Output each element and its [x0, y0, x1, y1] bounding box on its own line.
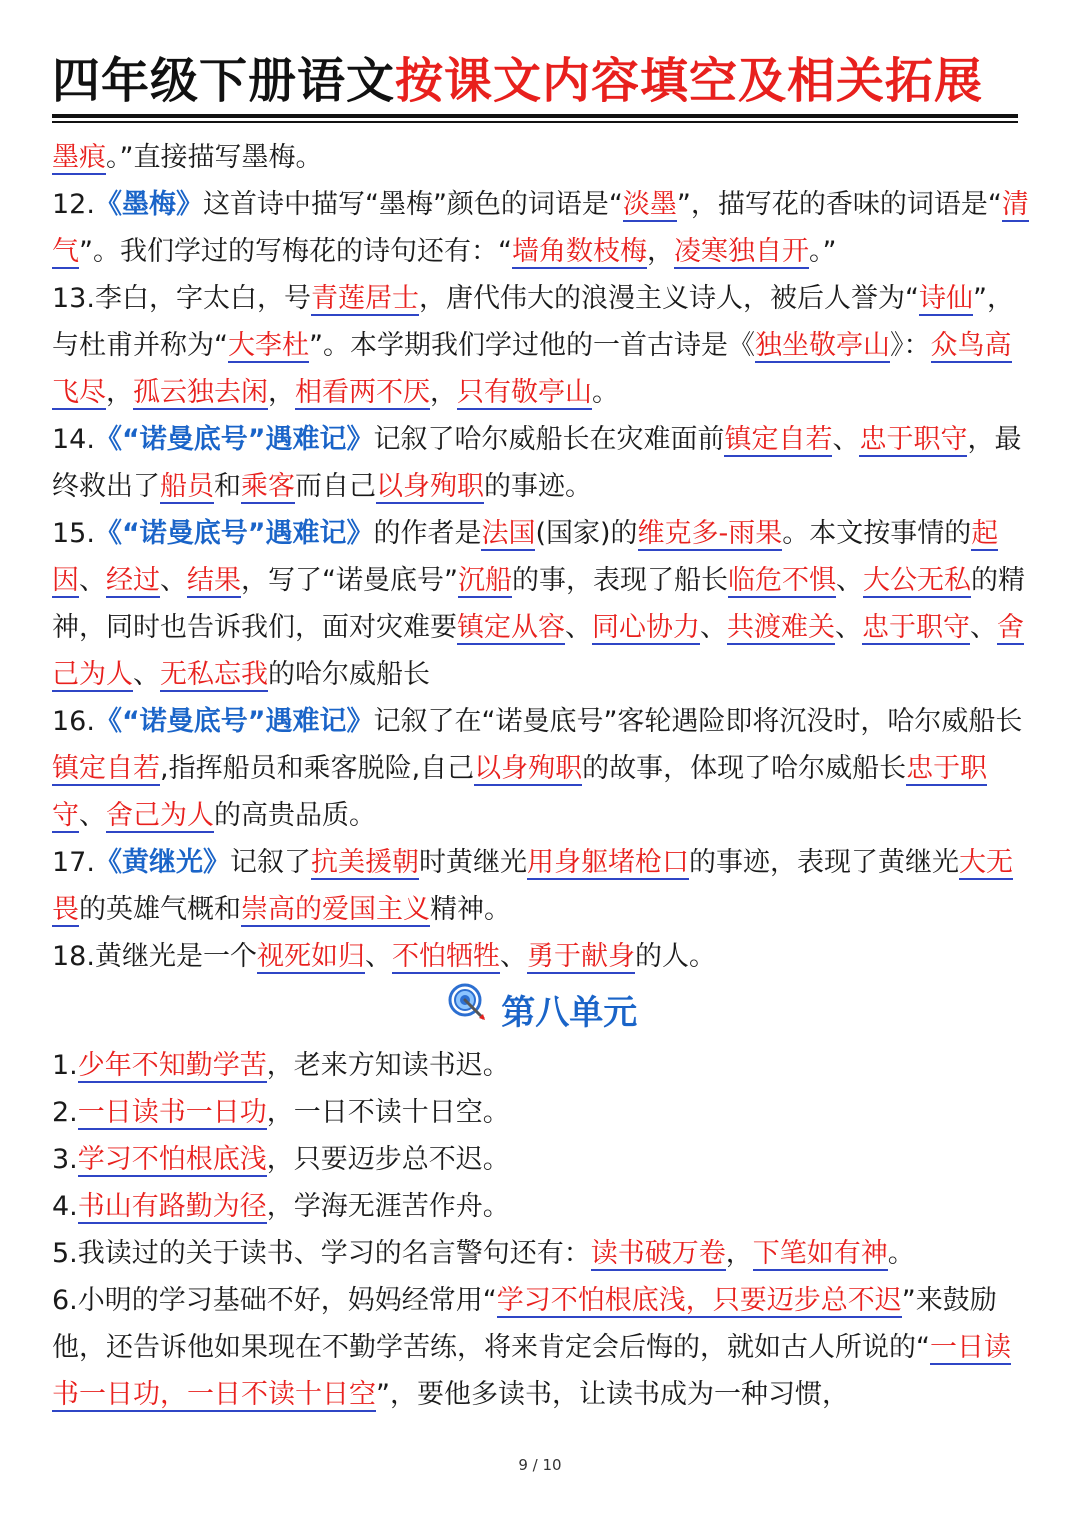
answer: 勇于献身	[526, 941, 635, 972]
answer: 大公无私	[862, 565, 971, 596]
text: 、	[970, 612, 997, 643]
item-17	[52, 839, 1032, 933]
item-18	[52, 933, 1032, 980]
text: 、	[499, 941, 527, 972]
answer: 诗仙	[918, 283, 973, 314]
unit-item-6	[52, 1277, 1032, 1418]
lesson-title: 《“诺曼底号”遇难记》	[94, 706, 374, 737]
text: ，	[268, 377, 295, 408]
text: 而自己	[295, 471, 376, 502]
text: 、	[160, 565, 187, 596]
unit-heading	[52, 982, 1032, 1042]
text: ，最终救出了	[52, 424, 1022, 502]
text: 、	[835, 612, 862, 643]
answer: 维克多-雨果	[637, 518, 783, 549]
answer: 舍己为人	[106, 800, 214, 831]
text: 13.李白，字太白，号	[52, 283, 311, 314]
lesson-title: 《“诺曼底号”遇难记》	[94, 518, 374, 549]
answer: 学习不怕根底浅	[77, 1144, 267, 1175]
text: 的故事，体现了哈尔威船长	[582, 753, 907, 784]
text: 记叙了在“诺曼底号”客轮遇险即将沉没时，哈尔威船长	[373, 706, 1023, 737]
item-number: 14.	[52, 424, 95, 455]
item-number: 1.	[52, 1050, 78, 1081]
answer: 法国	[481, 518, 536, 549]
text: 、	[832, 424, 860, 455]
unit-item-2	[52, 1089, 1032, 1136]
answer: 经过	[106, 565, 160, 596]
answer: 共渡难关	[727, 612, 835, 643]
text: ，老来方知读书迟。	[266, 1050, 510, 1081]
text: 和	[214, 471, 241, 502]
content	[52, 134, 1032, 1418]
text: ”，与杜甫并称为“	[52, 283, 1014, 361]
item-13	[52, 275, 1032, 416]
title-rule-thick	[52, 114, 1018, 118]
text: 。	[592, 377, 619, 408]
answer: 乘客	[241, 471, 295, 502]
answer: 镇定自若	[52, 753, 160, 784]
item-15	[52, 510, 1032, 698]
text: ，	[106, 377, 133, 408]
text: ，唐代伟大的浪漫主义诗人，被后人誉为“	[418, 283, 919, 314]
text: 的精神，同时也告诉我们，面对灾难要	[52, 565, 1025, 643]
answer: 用身躯堵枪口	[526, 847, 689, 878]
answer: 大李杜	[228, 330, 309, 361]
text: 这首诗中描写“墨梅”颜色的词语是“	[202, 189, 623, 220]
target-icon	[447, 982, 487, 1044]
text: ,指挥船员和乘客脱险,自己	[160, 753, 475, 784]
text: 、	[835, 565, 863, 596]
page-header	[52, 50, 1020, 123]
lesson-title: 《“诺曼底号”遇难记》	[94, 424, 374, 455]
text: ”。我们学过的写梅花的诗句还有：“	[79, 236, 512, 267]
unit-item-3	[52, 1136, 1032, 1183]
text: 、	[700, 612, 727, 643]
answer: 船员	[160, 471, 214, 502]
answer: 结果	[187, 565, 241, 596]
text: 6.小明的学习基础不好，妈妈经常用“	[52, 1285, 497, 1316]
text: 时黄继光	[418, 847, 527, 878]
answer: 凌寒独自开	[673, 236, 809, 267]
text: 记叙了哈尔威船长在灾难面前	[373, 424, 725, 455]
answer: 孤云独去闲	[133, 377, 268, 408]
text: 。	[887, 1238, 915, 1269]
text: ，	[646, 236, 674, 267]
item-number: 4.	[52, 1191, 78, 1222]
text: 、	[364, 941, 392, 972]
text: ，写了“诺曼底号”	[241, 565, 458, 596]
text: 记叙了	[229, 847, 311, 878]
text: ”来鼓励他，还告诉他如果现在不勤学苦练，将来肯定会后悔的，就如古人所说的“	[52, 1285, 997, 1363]
answer: 忠于职守	[52, 753, 988, 831]
unit-title: 第八单元	[501, 993, 638, 1033]
text: ，学海无涯苦作舟。	[266, 1191, 510, 1222]
answer: 以身殉职	[474, 753, 583, 784]
unit-item-5	[52, 1230, 1032, 1277]
answer: 墨痕	[52, 142, 106, 173]
item-14	[52, 416, 1032, 510]
answer: 少年不知勤学苦	[77, 1050, 267, 1081]
answer: 崇高的爱国主义	[241, 894, 430, 925]
item-16	[52, 698, 1032, 839]
text: ”，要他多读书，让读书成为一种习惯，	[376, 1379, 849, 1410]
page-title	[52, 50, 1020, 112]
text: 、	[79, 565, 106, 596]
text: 、	[79, 800, 106, 831]
text: ，	[430, 377, 457, 408]
text: 18.黄继光是一个	[52, 941, 257, 972]
answer: 一日读书一日功，一日不读十日空	[52, 1332, 1011, 1410]
text: 、	[133, 659, 160, 690]
answer: 独坐敬亭山	[755, 330, 890, 361]
answer: 书山有路勤为径	[77, 1191, 267, 1222]
answer: 抗美援朝	[310, 847, 419, 878]
title-red-part: 按课文内容填空及相关拓展	[395, 53, 984, 109]
answer: 忠于职守	[862, 612, 970, 643]
text: 。本文按事情的	[782, 518, 972, 549]
unit-item-4	[52, 1183, 1032, 1230]
answer: 镇定自若	[724, 424, 833, 455]
item-number: 17.	[52, 847, 95, 878]
answer: 只有敬亭山	[457, 377, 592, 408]
title-rule-thin	[52, 121, 1018, 123]
text: 的事迹。	[484, 471, 592, 502]
answer: 起因	[52, 518, 999, 596]
answer: 学习不怕根底浅，只要迈步总不迟	[496, 1285, 902, 1316]
item-number: 12.	[52, 189, 95, 220]
text: ，	[725, 1238, 753, 1269]
answer: 沉船	[457, 565, 512, 596]
text: 的哈尔威船长	[268, 659, 430, 690]
answer: 不怕牺牲	[391, 941, 500, 972]
item-11-tail	[52, 134, 1032, 181]
answer: 一日读书一日功	[77, 1097, 267, 1128]
item-number: 16.	[52, 706, 95, 737]
page-number: 9 / 10	[518, 1456, 562, 1474]
answer: 无私忘我	[160, 659, 268, 690]
text: ，一日不读十日空。	[266, 1097, 510, 1128]
answer: 镇定从容	[457, 612, 565, 643]
lesson-title: 《黄继光》	[94, 847, 230, 878]
text: 的作者是	[373, 518, 482, 549]
answer: 众鸟高飞尽	[52, 330, 1012, 408]
answer: 墙角数枝梅	[511, 236, 647, 267]
item-number: 2.	[52, 1097, 78, 1128]
answer: 大无畏	[52, 847, 1013, 925]
answer: 清气	[52, 189, 1029, 267]
text: 。”直接描写墨梅。	[106, 142, 323, 173]
text: 》：	[890, 330, 931, 361]
text: 精神。	[430, 894, 511, 925]
answer: 同心协力	[592, 612, 700, 643]
text: 的事，表现了船长	[511, 565, 728, 596]
item-number: 3.	[52, 1144, 78, 1175]
text: 的人。	[634, 941, 716, 972]
answer: 淡墨	[622, 189, 677, 220]
text: 的高贵品质。	[214, 800, 376, 831]
answer: 相看两不厌	[295, 377, 430, 408]
text: 、	[565, 612, 592, 643]
text: (国家)的	[535, 518, 638, 549]
answer: 青莲居士	[310, 283, 419, 314]
unit-item-1	[52, 1042, 1032, 1089]
answer: 视死如归	[256, 941, 365, 972]
answer: 忠于职守	[859, 424, 968, 455]
answer: 读书破万卷	[590, 1238, 726, 1269]
item-12	[52, 181, 1032, 275]
text: ，只要迈步总不迟。	[266, 1144, 510, 1175]
title-black-part: 四年级下册语文	[52, 53, 396, 109]
text: 的事迹，表现了黄继光	[688, 847, 959, 878]
answer: 舍己为人	[52, 612, 1024, 690]
answer: 下笔如有神	[752, 1238, 888, 1269]
text: 5.我读过的关于读书、学习的名言警句还有：	[52, 1238, 591, 1269]
text: ”，描写花的香味的词语是“	[676, 189, 1002, 220]
text: 的英雄气概和	[79, 894, 241, 925]
text: 。”	[808, 236, 837, 267]
item-number: 15.	[52, 518, 95, 549]
answer: 以身殉职	[376, 471, 484, 502]
text: ”。本学期我们学过他的一首古诗是《	[309, 330, 755, 361]
answer: 临危不惧	[727, 565, 836, 596]
lesson-title: 《墨梅》	[94, 189, 203, 220]
